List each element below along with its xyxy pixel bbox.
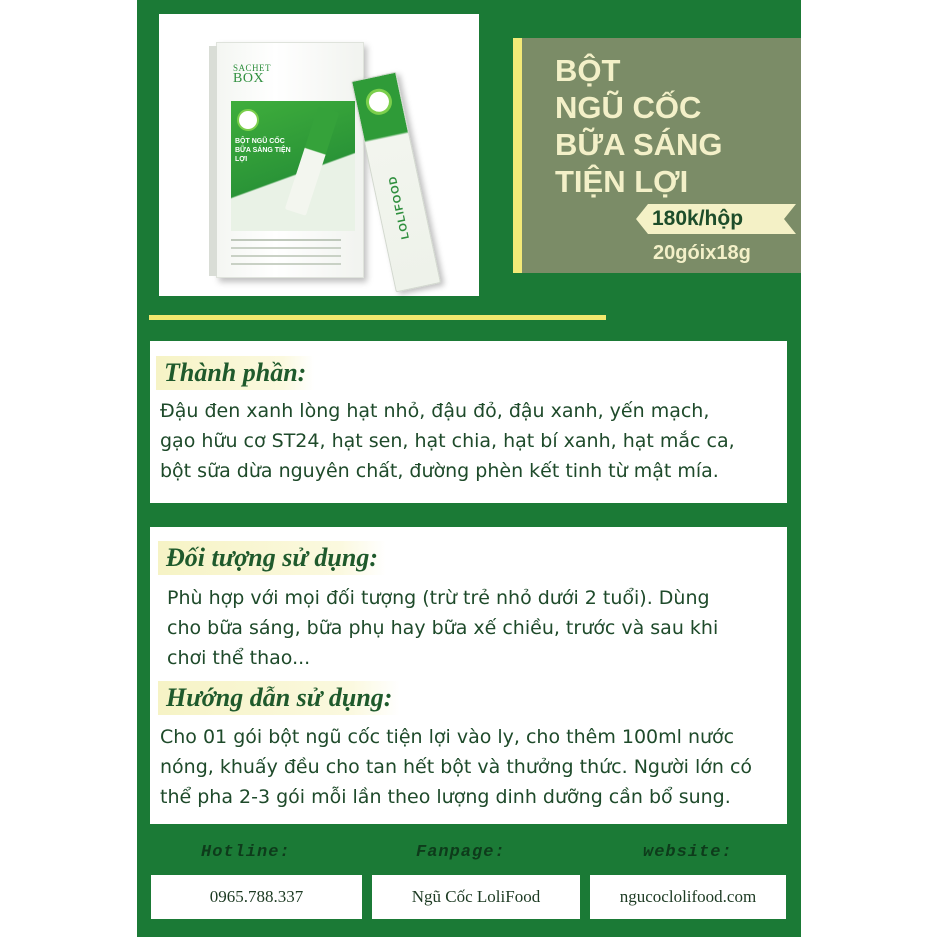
ingredients-line: gạo hữu cơ ST24, hạt sen, hạt chia, hạt bí xanh, hạt mắc ca, xyxy=(160,430,735,452)
box-fine-print xyxy=(231,239,341,241)
product-box xyxy=(216,42,364,278)
ingredients-line: Đậu đen xanh lòng hạt nhỏ, đậu đỏ, đậu xanh, yến mạch, xyxy=(160,400,710,422)
website-label: website: xyxy=(643,843,733,862)
hotline-label: Hotline: xyxy=(201,843,291,862)
audience-line: chơi thể thao... xyxy=(167,647,311,669)
usage-line: thể pha 2-3 gói mỗi lần theo lượng dinh dưỡng cần bổ sung. xyxy=(160,786,731,808)
website-link[interactable]: ngucoclolifood.com xyxy=(590,875,786,919)
product-image xyxy=(159,14,479,296)
usage-heading: Hướng dẫn sử dụng: xyxy=(158,681,400,715)
box-title: BỘT NGŨ CỐC BỮA SÁNG TIỆN LỢI xyxy=(235,138,291,163)
usage-line: nóng, khuấy đều cho tan hết bột và thưởng thức. Người lớn có xyxy=(160,756,753,778)
brand-logo-icon xyxy=(237,109,259,131)
product-sachet xyxy=(351,72,441,293)
title-line: BỮA SÁNG xyxy=(555,127,723,162)
price-label: 180k/hộp xyxy=(652,207,744,230)
usage-text xyxy=(160,722,752,812)
title-line: BỘT xyxy=(555,53,621,88)
pack-size: 20góix18g xyxy=(653,242,751,264)
box-brand-line1: SACHET xyxy=(233,63,272,73)
box-spine xyxy=(209,46,217,276)
ingredients-line: bột sữa dừa nguyên chất, đường phèn kết tinh từ mật mía. xyxy=(160,460,719,482)
ingredients-text xyxy=(160,396,735,486)
sachet-logo-icon xyxy=(364,86,395,117)
audience-line: Phù hợp với mọi đối tượng (trừ trẻ nhỏ dưới 2 tuổi). Dùng xyxy=(167,587,710,609)
title-line: TIỆN LỢI xyxy=(555,164,689,199)
fanpage-label: Fanpage: xyxy=(416,843,506,862)
usage-line: Cho 01 gói bột ngũ cốc tiện lợi vào ly, cho thêm 100ml nước xyxy=(160,726,735,748)
audience-line: cho bữa sáng, bữa phụ hay bữa xế chiều, trước và sau khi xyxy=(167,617,719,639)
divider-line xyxy=(149,315,606,320)
title-line: NGŨ CỐC xyxy=(555,90,702,125)
product-title xyxy=(555,52,795,200)
ingredients-panel xyxy=(150,341,787,503)
box-brand-line2: BOX xyxy=(233,71,265,86)
audience-text xyxy=(167,583,718,673)
sachet-brand: LOLIFOOD xyxy=(386,174,412,241)
audience-heading: Đối tượng sử dụng: xyxy=(158,541,386,575)
usage-panel xyxy=(150,527,787,824)
box-front-graphic xyxy=(231,101,355,231)
fanpage-value[interactable]: Ngũ Cốc LoliFood xyxy=(372,875,580,919)
ingredients-heading: Thành phần: xyxy=(156,356,314,390)
title-accent-bar xyxy=(513,38,522,273)
title-panel xyxy=(513,38,801,273)
hotline-value[interactable]: 0965.788.337 xyxy=(151,875,362,919)
